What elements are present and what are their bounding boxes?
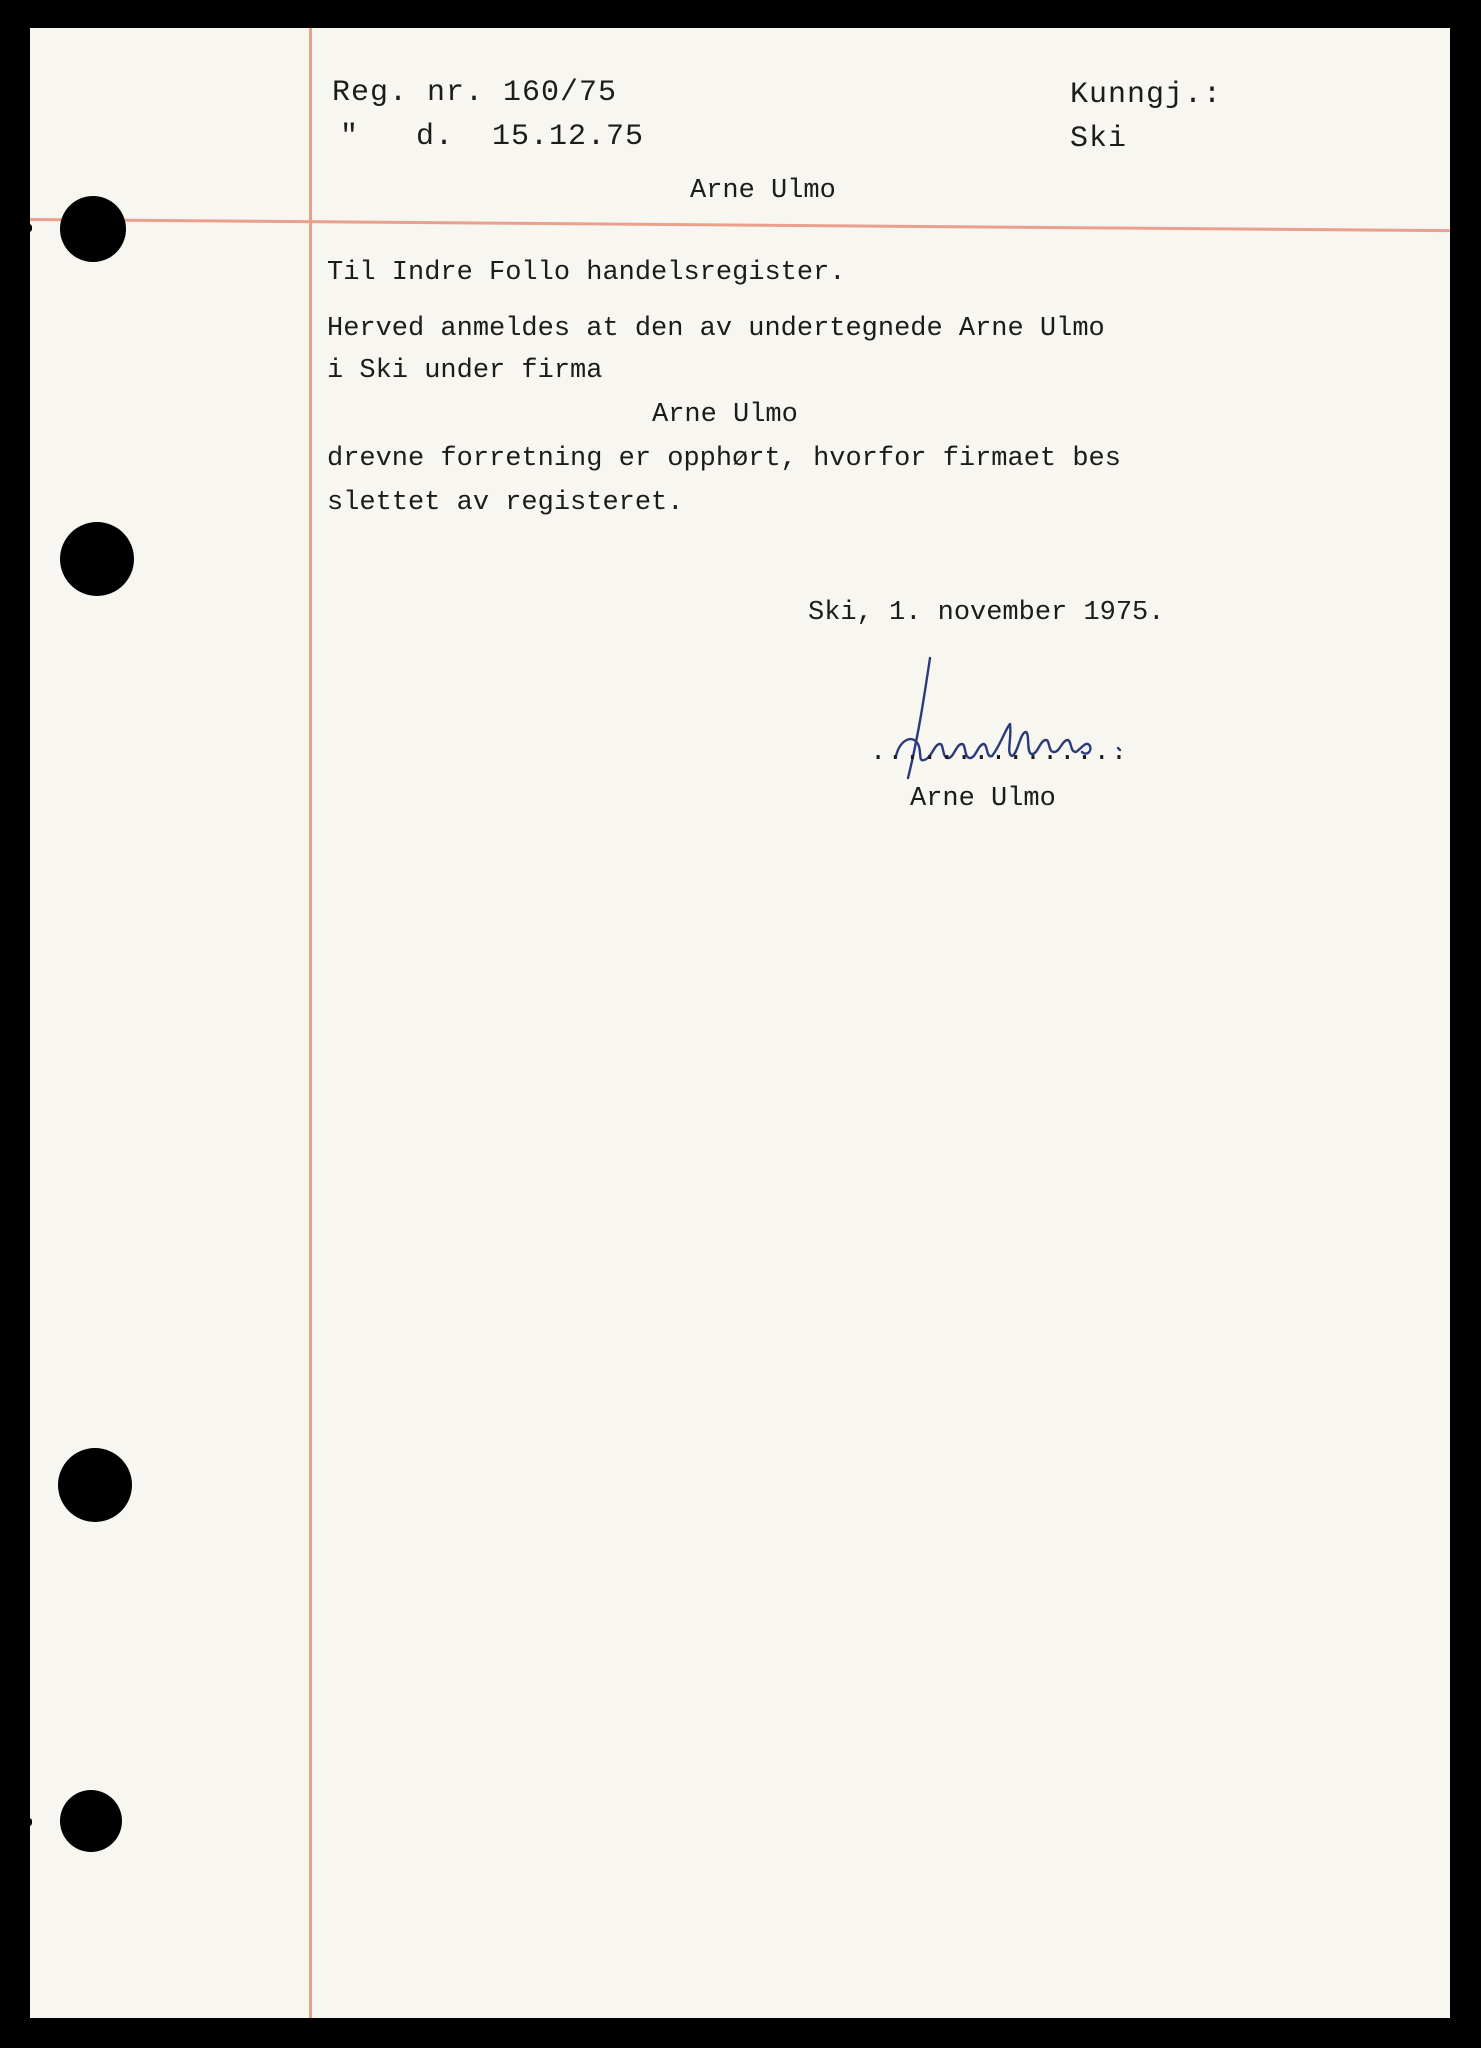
binder-tab [0,224,32,232]
margin-rule [309,28,312,2018]
punch-hole [60,196,126,262]
punch-hole [58,1448,132,1522]
kunngj-label: Kunngj.: [1070,78,1223,112]
registration-date: " d. 15.12.75 [340,120,645,154]
registration-number: Reg. nr. 160/75 [332,76,618,110]
firm-name: Arne Ulmo [652,400,798,430]
body-line-4: slettet av registeret. [327,488,684,518]
punch-hole [60,522,134,596]
kunngj-value: Ski [1070,122,1128,156]
name-heading: Arne Ulmo [690,176,836,206]
place-date: Ski, 1. november 1975. [808,598,1165,628]
header-rule [30,218,1450,232]
signer-name: Arne Ulmo [910,784,1056,814]
addressee: Til Indre Follo handelsregister. [327,258,846,288]
body-line-1: Herved anmeldes at den av undertegnede Arne Ulmo [327,314,1105,344]
punch-hole [60,1790,122,1852]
document-page [30,28,1450,2018]
body-line-2: i Ski under firma [327,356,603,386]
body-line-3: drevne forretning er opphørt, hvorfor firmaet bes [327,444,1121,474]
handwritten-signature [860,628,1150,798]
signature-line: ............... [870,738,1129,768]
binder-tab [0,1818,32,1826]
